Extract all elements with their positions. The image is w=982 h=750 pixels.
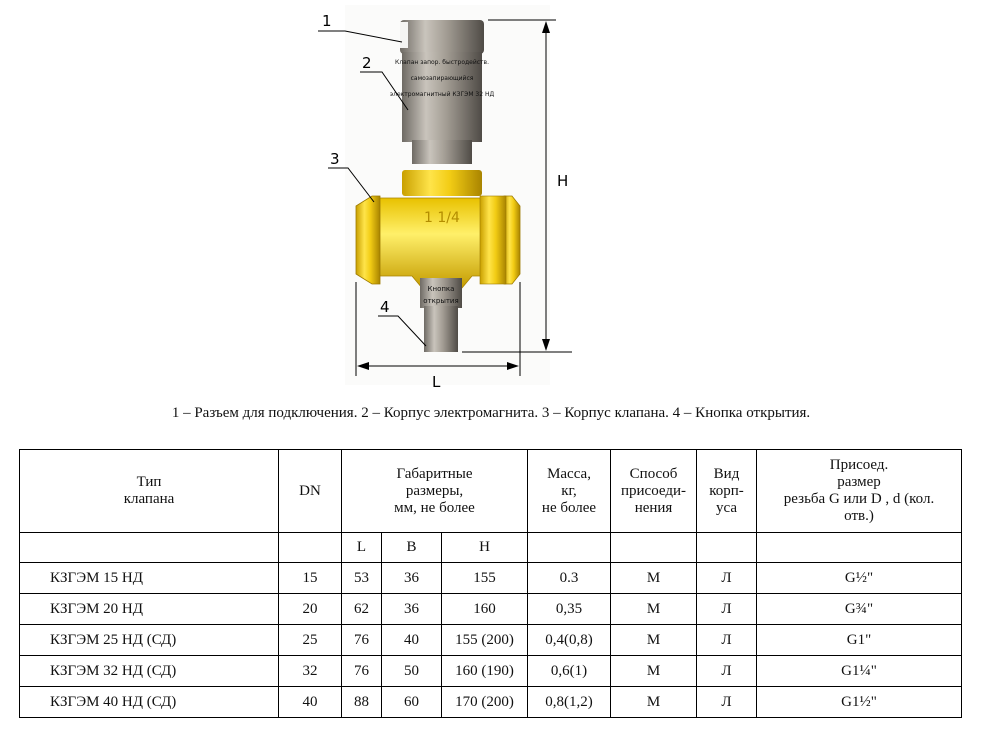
header-dn: DN [279,450,342,533]
table-row [20,594,962,625]
connector-cap [400,20,484,54]
cell-connection: М [611,625,697,656]
subheader-empty [20,533,279,563]
cell-l: 76 [342,656,382,687]
subheader-b: B [382,533,442,563]
subheader-empty [279,533,342,563]
cell-mass: 0,8(1,2) [528,687,611,718]
callout-2-label: 2 [362,54,372,72]
cell-mass: 0,6(1) [528,656,611,687]
cell-b: 36 [382,594,442,625]
table-row [20,563,962,594]
cell-thread: G1½" [757,687,962,718]
cell-thread: G1" [757,625,962,656]
header-mass: Масса, кг, не более [528,450,611,533]
cell-b: 60 [382,687,442,718]
callout-4-label: 4 [380,298,390,316]
open-button [424,306,458,352]
cell-mass: 0,35 [528,594,611,625]
header-type: Тип клапана [20,450,279,533]
cap-marking-line: самозапирающийся [410,75,474,82]
figure-caption: 1 – Разъем для подключения. 2 – Корпус электромагнита. 3 – Корпус клапана. 4 – Кнопка открытия. [171,405,811,421]
left-hex-nut [356,196,380,284]
valve-body-top [402,170,482,196]
spec-table [19,449,962,718]
cell-thread: G1¼" [757,656,962,687]
cell-body: Л [697,656,757,687]
cell-dn: 25 [279,625,342,656]
electromagnet-neck [412,140,472,164]
cell-mass: 0.3 [528,563,611,594]
cell-l: 88 [342,687,382,718]
cell-type: КЗГЭМ 15 НД [20,563,279,594]
cell-l: 53 [342,563,382,594]
header-dimensions: Габаритные размеры, мм, не более [342,450,528,533]
cell-type: КЗГЭМ 20 НД [20,594,279,625]
callout-3-label: 3 [330,150,340,168]
valve-illustration [300,0,600,395]
cell-l: 62 [342,594,382,625]
cell-connection: М [611,656,697,687]
cell-dn: 20 [279,594,342,625]
callout-1-label: 1 [322,12,332,30]
cell-connection: М [611,563,697,594]
cell-body: Л [697,594,757,625]
header-connection: Способ присоеди- нения [611,450,697,533]
subheader-empty [697,533,757,563]
right-socket [480,196,506,284]
cell-body: Л [697,687,757,718]
body-marking: 1 1/4 [424,210,460,226]
cell-connection: М [611,687,697,718]
button-marking-line: Кнопка [427,285,455,293]
table-row [20,625,962,656]
cell-h: 155 [442,563,528,594]
cap-marking-line: электромагнитный КЗГЭМ 32 НД [389,91,495,98]
cell-mass: 0,4(0,8) [528,625,611,656]
cell-thread: G½" [757,563,962,594]
right-hex-nut [504,196,520,284]
subheader-empty [757,533,962,563]
cell-h: 160 [442,594,528,625]
cell-body: Л [697,625,757,656]
subheader-h: H [442,533,528,563]
subheader-empty [611,533,697,563]
cell-h: 160 (190) [442,656,528,687]
header-thread: Присоед. размер резьба G или D , d (кол. отв.) [757,450,962,533]
cell-b: 50 [382,656,442,687]
table-row [20,687,962,718]
cell-b: 40 [382,625,442,656]
cell-type: КЗГЭМ 40 НД (СД) [20,687,279,718]
table-row [20,656,962,687]
cell-b: 36 [382,563,442,594]
cell-h: 155 (200) [442,625,528,656]
subheader-l: L [342,533,382,563]
cell-h: 170 (200) [442,687,528,718]
cell-l: 76 [342,625,382,656]
header-body: Вид корп- уса [697,450,757,533]
button-marking-line: открытия [423,297,459,305]
cell-body: Л [697,563,757,594]
cell-type: КЗГЭМ 32 НД (СД) [20,656,279,687]
subheader-empty [528,533,611,563]
cell-dn: 40 [279,687,342,718]
dim-l-label: L [432,373,441,391]
cell-dn: 32 [279,656,342,687]
cell-dn: 15 [279,563,342,594]
header-row [20,450,962,533]
cell-thread: G¾" [757,594,962,625]
connector-highlight [400,22,408,48]
cell-connection: М [611,594,697,625]
cell-type: КЗГЭМ 25 НД (СД) [20,625,279,656]
subheader-row [20,533,962,563]
cap-marking-line: Клапан запор. быстродейств. [395,59,489,66]
dim-h-label: H [557,172,569,190]
